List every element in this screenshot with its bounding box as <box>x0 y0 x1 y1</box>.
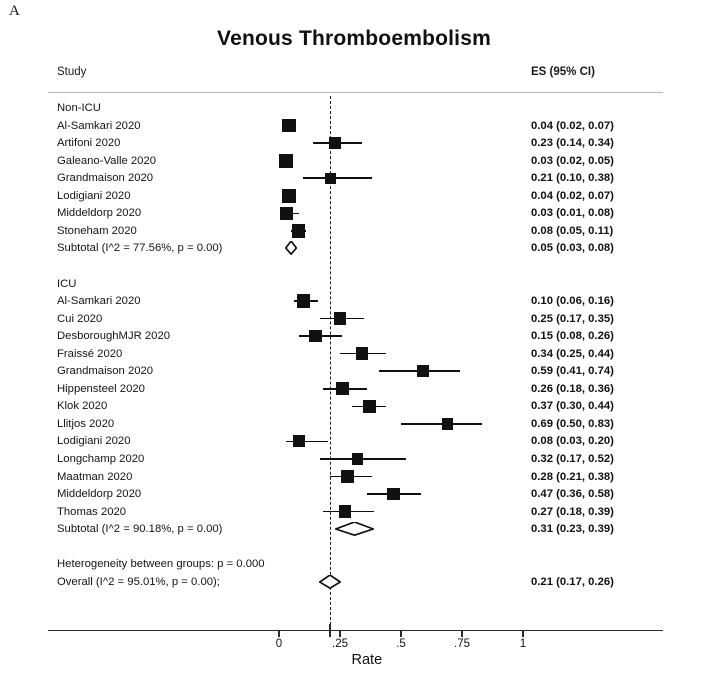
effect-size-marker <box>297 294 310 307</box>
subtotal-effect-size: 0.31 (0.23, 0.39) <box>531 523 614 536</box>
effect-size-marker <box>329 137 342 150</box>
study-effect-size: 0.15 (0.08, 0.26) <box>531 330 614 343</box>
study-label: Grandmaison 2020 <box>57 365 154 378</box>
x-axis-tick-label: 0 <box>275 638 283 650</box>
column-header-study: Study <box>57 66 87 78</box>
effect-size-marker <box>282 119 296 133</box>
study-label: Lodigiani 2020 <box>57 189 131 202</box>
study-label: Al-Samkari 2020 <box>57 119 141 132</box>
study-effect-size: 0.08 (0.03, 0.20) <box>531 435 614 448</box>
study-label: Middeldorp 2020 <box>57 207 142 220</box>
effect-size-marker <box>325 173 336 184</box>
study-label: Stoneham 2020 <box>57 224 137 237</box>
x-axis-tick-label: .75 <box>454 638 470 650</box>
summary-diamond <box>335 522 374 536</box>
panel-letter: A <box>9 3 20 19</box>
effect-size-marker <box>352 453 363 464</box>
x-axis-tick-label: 1 <box>519 638 527 650</box>
study-label: Artifoni 2020 <box>57 137 121 150</box>
x-axis-tick-label: .25 <box>332 638 348 650</box>
subtotal-label: Subtotal (I^2 = 77.56%, p = 0.00) <box>57 242 223 255</box>
effect-size-marker <box>417 365 429 377</box>
study-effect-size: 0.27 (0.18, 0.39) <box>531 505 614 518</box>
study-label: Al-Samkari 2020 <box>57 295 141 308</box>
effect-size-marker <box>363 400 377 414</box>
study-effect-size: 0.03 (0.02, 0.05) <box>531 154 614 167</box>
study-label: Lodigiani 2020 <box>57 435 131 448</box>
x-axis-tick <box>339 631 340 637</box>
page-title: Venous Thromboembolism <box>217 27 491 50</box>
effect-size-marker <box>309 330 321 342</box>
study-effect-size: 0.21 (0.10, 0.38) <box>531 172 614 185</box>
study-effect-size: 0.59 (0.41, 0.74) <box>531 365 614 378</box>
study-effect-size: 0.26 (0.18, 0.36) <box>531 382 614 395</box>
study-label: Hippensteel 2020 <box>57 382 145 395</box>
x-axis-tick <box>278 631 279 637</box>
effect-size-marker <box>279 154 293 168</box>
study-effect-size: 0.32 (0.17, 0.52) <box>531 453 614 465</box>
study-effect-size: 0.34 (0.25, 0.44) <box>531 347 614 360</box>
effect-size-marker <box>334 312 347 325</box>
summary-diamond <box>285 241 297 255</box>
column-header-es: ES (95% CI) <box>531 66 595 78</box>
study-effect-size: 0.28 (0.21, 0.38) <box>531 470 614 483</box>
study-effect-size: 0.04 (0.02, 0.07) <box>531 189 614 202</box>
summary-diamond <box>319 575 341 589</box>
x-axis-tick-label: .5 <box>396 638 406 650</box>
study-effect-size: 0.23 (0.14, 0.34) <box>531 137 614 150</box>
effect-size-marker <box>282 189 296 203</box>
effect-size-marker <box>336 382 349 395</box>
study-effect-size: 0.03 (0.01, 0.08) <box>531 207 614 220</box>
confidence-interval-line <box>320 458 405 460</box>
study-effect-size: 0.37 (0.30, 0.44) <box>531 400 614 413</box>
x-axis-title: Rate <box>351 652 383 668</box>
study-label: Grandmaison 2020 <box>57 172 154 185</box>
x-axis-tick <box>461 631 462 637</box>
header-divider <box>48 92 663 93</box>
x-axis-tick <box>522 631 523 637</box>
heterogeneity-between-groups: Heterogeneity between groups: p = 0.000 <box>57 558 265 571</box>
effect-size-marker <box>341 470 354 483</box>
study-label: Fraissé 2020 <box>57 347 123 360</box>
effect-size-marker <box>387 488 400 501</box>
group-heading-non-icu: Non-ICU <box>57 102 101 114</box>
study-label: DesboroughMJR 2020 <box>57 330 171 343</box>
study-label: Cui 2020 <box>57 312 103 325</box>
study-label: Thomas 2020 <box>57 505 127 518</box>
effect-size-marker <box>280 207 293 220</box>
study-label: Llitjos 2020 <box>57 417 115 430</box>
study-label: Galeano-Valle 2020 <box>57 154 157 167</box>
x-axis-tick <box>400 631 401 637</box>
overall-effect-size: 0.21 (0.17, 0.26) <box>531 575 614 588</box>
study-label: Middeldorp 2020 <box>57 488 142 501</box>
study-label: Klok 2020 <box>57 400 108 413</box>
study-effect-size: 0.10 (0.06, 0.16) <box>531 295 614 308</box>
reference-line-tick <box>329 624 330 637</box>
group-heading-icu: ICU <box>57 277 77 290</box>
effect-size-marker <box>442 418 454 430</box>
study-effect-size: 0.69 (0.50, 0.83) <box>531 417 614 430</box>
study-effect-size: 0.08 (0.05, 0.11) <box>531 224 614 237</box>
effect-size-marker <box>356 347 369 360</box>
study-label: Maatman 2020 <box>57 470 133 483</box>
study-effect-size: 0.04 (0.02, 0.07) <box>531 119 614 132</box>
study-label: Longchamp 2020 <box>57 453 145 465</box>
subtotal-label: Subtotal (I^2 = 90.18%, p = 0.00) <box>57 523 223 536</box>
effect-size-marker <box>293 435 305 447</box>
effect-size-marker <box>339 505 351 517</box>
overall-label: Overall (I^2 = 95.01%, p = 0.00); <box>57 575 220 588</box>
subtotal-effect-size: 0.05 (0.03, 0.08) <box>531 242 614 255</box>
effect-size-marker <box>292 224 306 238</box>
confidence-interval-line <box>303 177 371 179</box>
x-axis-line <box>48 630 663 631</box>
study-effect-size: 0.47 (0.36, 0.58) <box>531 488 614 501</box>
study-effect-size: 0.25 (0.17, 0.35) <box>531 312 614 325</box>
